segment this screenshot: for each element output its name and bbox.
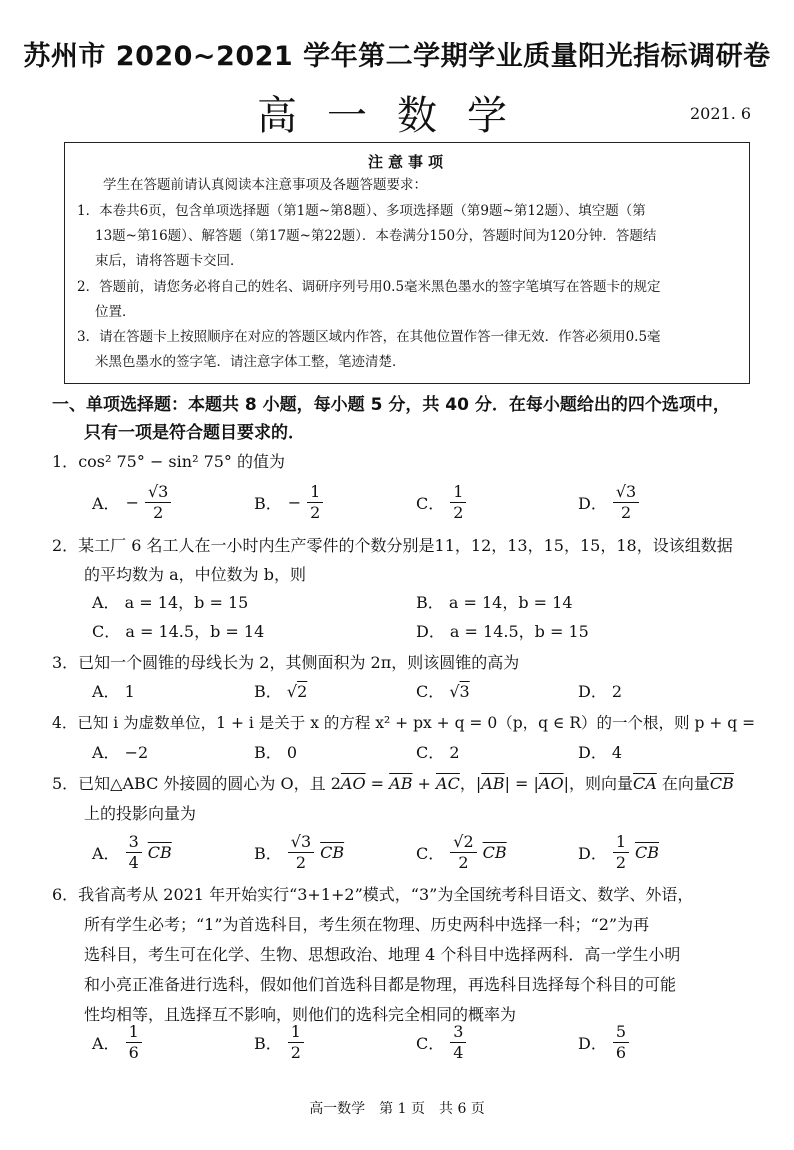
option-label: C． xyxy=(416,682,445,701)
option-b xyxy=(254,677,307,707)
numerator: √3 xyxy=(613,482,639,503)
notice-title: 注意事项 xyxy=(367,153,448,171)
question-6-cont: 性均相等，且选择互不影响，则他们的选科完全相同的概率为 xyxy=(84,1005,517,1024)
denominator: 4 xyxy=(453,1043,464,1062)
question-stem: 的值为 xyxy=(231,452,286,471)
numerator: 3 xyxy=(126,832,142,853)
denominator: 2 xyxy=(453,503,464,522)
vector: $\overline{AC}$ xyxy=(436,774,460,793)
question-1 xyxy=(52,447,285,477)
option-label: A． xyxy=(92,1034,120,1053)
numerator: 1 xyxy=(307,482,323,503)
option-label: C． xyxy=(416,844,445,863)
vector: $\overline{AB}$ xyxy=(389,774,413,793)
notice-line: 位置． xyxy=(95,304,136,320)
denominator: 2 xyxy=(620,503,632,522)
numerator: 3 xyxy=(450,1022,466,1043)
vector: $\overline{AO}$ xyxy=(340,774,366,793)
vector: $\overline{CB}$ xyxy=(482,843,507,862)
question-stem: 5．已知△ABC 外接圆的圆心为 O，且 2 xyxy=(52,774,341,793)
question-2-cont: 的平均数为 a，中位数为 b，则 xyxy=(84,565,306,584)
option-a: A． −2 xyxy=(92,743,149,762)
question-6-cont: 和小亮正准备进行选科，假如他们首选科目都是物理，再选科目选择每个科目的可能 xyxy=(84,975,677,994)
notice-line: 13题~第16题）、解答题（第17题~第22题）．本卷满分150分，答题时间为120分钟．答题结 xyxy=(95,228,657,244)
option-label: D． xyxy=(578,494,607,513)
exam-title: 苏州市 2020~2021 学年第二学期学业质量阳光指标调研卷 xyxy=(23,41,771,72)
option-c xyxy=(416,482,466,523)
option-a: A． a = 14，b = 15 xyxy=(92,593,249,612)
denominator: 2 xyxy=(310,503,321,522)
vector: $\overline{CB}$ xyxy=(635,843,660,862)
numerator: 1 xyxy=(613,832,629,853)
option-d: D． 2 xyxy=(578,682,623,701)
option-label: B． xyxy=(254,682,282,701)
option-label: C． xyxy=(416,1034,445,1053)
option-label: B． xyxy=(254,494,282,513)
denominator: 2 xyxy=(295,853,307,872)
denominator: 6 xyxy=(128,1043,139,1062)
notice-line: 束后，请将答题卡交回． xyxy=(95,253,244,269)
denominator: 2 xyxy=(615,853,627,872)
option-c xyxy=(416,1022,466,1063)
vector: $\overline{CA}$ xyxy=(633,774,657,793)
vector: $\overline{CB}$ xyxy=(320,843,345,862)
denominator: 2 xyxy=(153,503,164,522)
radicand: 2 xyxy=(297,682,308,701)
numerator: √3 xyxy=(288,832,314,853)
fraction xyxy=(288,1022,304,1063)
section-heading: 一、单项选择题：本题共 8 小题，每小题 5 分，共 40 分．在每小题给出的四个选项中， xyxy=(52,395,730,415)
option-a xyxy=(92,482,171,523)
option-label: C． xyxy=(416,494,445,513)
option-d xyxy=(578,482,639,523)
question-5-cont: 上的投影向量为 xyxy=(84,804,197,823)
option-label: B． xyxy=(254,1034,282,1053)
notice-box xyxy=(64,142,750,384)
page-footer: 高一数学 第 1 页 共 6 页 xyxy=(309,1101,485,1117)
vector: $\overline{CB}$ xyxy=(709,774,734,793)
fraction xyxy=(450,482,466,523)
denominator: 4 xyxy=(128,853,139,872)
fraction xyxy=(126,832,142,873)
exam-date: 2021. 6 xyxy=(690,104,752,123)
numerator: √2 xyxy=(450,832,476,853)
fraction xyxy=(307,482,323,523)
notice-line: 1．本卷共6页，包含单项选择题（第1题~第8题）、多项选择题（第9题~第12题）、填空题（第 xyxy=(77,203,646,219)
option-c: C． a = 14.5，b = 14 xyxy=(92,622,265,641)
vector: $\overline{AO}$ xyxy=(538,774,564,793)
option-label: A． xyxy=(92,494,120,513)
question-6: 6．我省高考从 2021 年开始实行“3+1+2”模式，“3”为全国统考科目语文、数学、外语， xyxy=(52,885,694,904)
option-b xyxy=(254,1022,304,1063)
notice-line: 3．请在答题卡上按照顺序在对应的答题区域内作答，在其他位置作答一律无效．作答必须用0.5毫 xyxy=(77,329,661,345)
denominator: 6 xyxy=(615,1043,627,1062)
vector: $\overline{AB}$ xyxy=(481,774,505,793)
sqrt-sign: √ xyxy=(449,682,460,701)
numerator: 1 xyxy=(450,482,466,503)
question-2: 2．某工厂 6 名工人在一小时内生产零件的个数分别是11，12，13，15，15，18，设该组数据 xyxy=(52,536,733,555)
option-c xyxy=(416,832,507,873)
fraction xyxy=(450,1022,466,1063)
minus-sign: − xyxy=(125,493,139,512)
numerator: 1 xyxy=(288,1022,304,1043)
sqrt-sign: √ xyxy=(286,682,298,701)
fraction xyxy=(126,1022,142,1063)
notice-line: 2．答题前，请您务必将自己的姓名、调研序列号用0.5毫米黑色墨水的签字笔填写在答题卡的规定 xyxy=(77,279,661,295)
option-label: D． xyxy=(578,844,607,863)
radicand: 3 xyxy=(459,682,470,701)
fraction xyxy=(613,482,639,523)
option-d: D． 4 xyxy=(578,743,623,762)
option-label: A． xyxy=(92,844,120,863)
option-d: D． a = 14.5，b = 15 xyxy=(416,622,589,641)
subject-title: 高一数学 xyxy=(257,93,537,139)
option-c: C． 2 xyxy=(416,743,460,762)
numerator: 1 xyxy=(126,1022,142,1043)
option-label: B． xyxy=(254,844,282,863)
question-number: 1． xyxy=(52,452,79,471)
vector: $\overline{CB}$ xyxy=(147,843,172,862)
option-b: B． 0 xyxy=(254,743,298,762)
notice-intro: 学生在答题前请认真阅读本注意事项及各题答题要求： xyxy=(103,177,427,193)
denominator: 2 xyxy=(290,1043,301,1062)
fraction xyxy=(145,482,171,523)
minus-sign: − xyxy=(287,493,302,512)
option-d xyxy=(578,1022,629,1063)
numerator: √3 xyxy=(145,482,171,503)
option-a xyxy=(92,1022,142,1063)
option-label: D． xyxy=(578,1034,607,1053)
fraction xyxy=(288,832,314,873)
numerator: 5 xyxy=(613,1022,629,1043)
option-d xyxy=(578,832,659,873)
fraction xyxy=(450,832,476,873)
fraction xyxy=(613,1022,629,1063)
question-6-cont: 所有学生必考；“1”为首选科目，考生须在物理、历史两科中选择一科；“2”为再 xyxy=(84,915,650,934)
question-4: 4．已知 i 为虚数单位，1 + i 是关于 x 的方程 x² + px + q = 0（p，q ∈ R）的一个根，则 p + q = xyxy=(52,714,756,732)
option-c xyxy=(416,677,470,707)
option-b: B． a = 14，b = 14 xyxy=(416,593,573,612)
option-b xyxy=(254,482,323,523)
fraction xyxy=(613,832,629,873)
section-heading-cont: 只有一项是符合题目要求的． xyxy=(84,423,305,443)
option-b xyxy=(254,832,344,873)
question-6-cont: 选科目，考生可在化学、生物、思想政治、地理 4 个科目中选择两科．高一学生小明 xyxy=(84,945,681,964)
question-3: 3．已知一个圆锥的母线长为 2，其侧面积为 2π，则该圆锥的高为 xyxy=(52,653,520,672)
denominator: 2 xyxy=(458,853,469,872)
option-a xyxy=(92,832,172,873)
question-stem-math: cos² 75° − sin² 75° xyxy=(78,452,232,471)
notice-line: 米黑色墨水的签字笔．请注意字体工整，笔迹清楚． xyxy=(95,354,406,370)
option-a: A． 1 xyxy=(92,682,135,701)
question-5: 5．已知△ABC 外接圆的圆心为 O，且 $2\overline{AO} = \overline{AB} + \overline{AC}$，$|\overline{AB}| = |\overline{AO}|$，则向量$\overline{CA}$ 在向量$\overline{CB}$ xyxy=(52,774,734,793)
